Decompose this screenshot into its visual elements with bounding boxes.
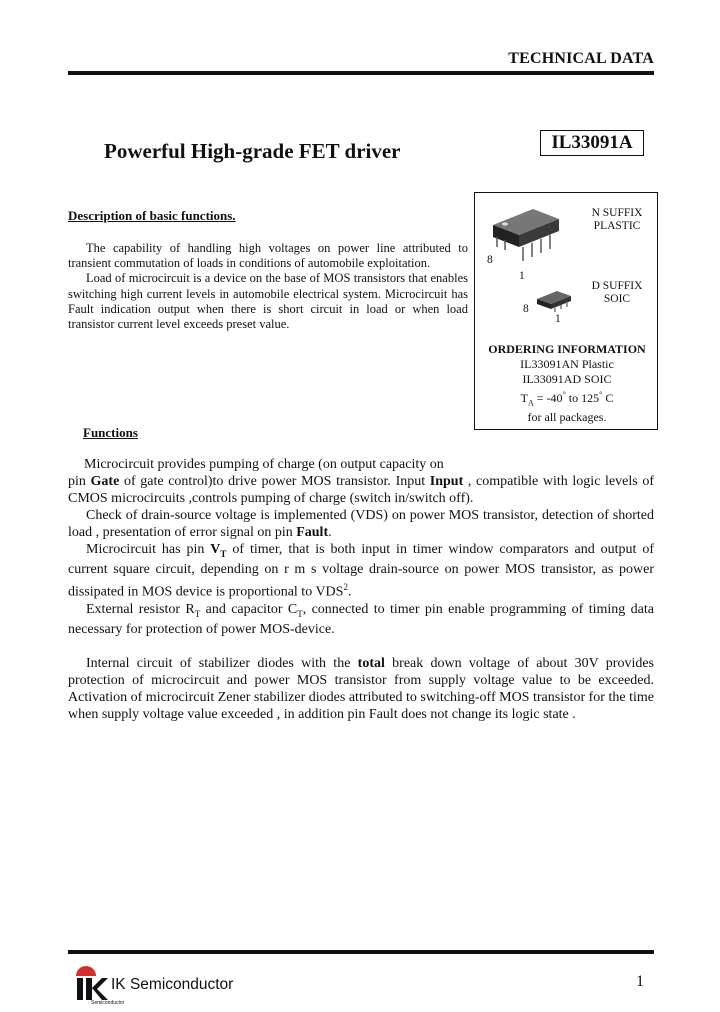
dip-pin8-label: 8: [487, 254, 493, 266]
functions-paragraph: Microcircuit provides pumping of charge (on output capacity on pin Gate of gate control)to drive power MOS transistor. Input Input , compatible with logic levels of CMOS microcircuits ,controls pumping of charge (switch in/switch off).: [68, 457, 655, 506]
page-number: 1: [636, 973, 644, 990]
functions-paragraph: External resistor $R_T$ and capacitor $C_T$, connected to timer pin enable programming of timing data necessary for protection of power MOS-device.: [68, 601, 654, 638]
n-suffix-label: N SUFFIX: [591, 207, 643, 219]
ordering-note: for all packages.: [527, 410, 607, 425]
header-title: TECHNICAL DATA: [508, 50, 654, 67]
ordering-part: IL33091AD: [522, 372, 582, 386]
ordering-package: SOIC: [584, 372, 612, 386]
description-paragraph: Load of microcircuit is a device on the base of MOS transistors that enables switching high current levels in automobile electrical system. Microcircuit has Fault indication output when there is short circuit in load or when load transistor current level exceeds preset value.: [68, 271, 468, 332]
description-heading: Description of basic functions.: [68, 208, 236, 223]
header-rule: [68, 71, 654, 75]
ordering-part: IL33091AN: [520, 357, 579, 371]
ordering-row: [482, 357, 652, 372]
d-package-type: SOIC: [603, 293, 631, 305]
part-number-box: IL33091A: [540, 130, 644, 156]
description-text: [68, 241, 468, 332]
ordering-row: [482, 372, 652, 387]
logo-caption: Semiconductor: [91, 1000, 125, 1006]
dip-package-icon: [485, 203, 567, 275]
functions-paragraph: Check of drain-source voltage is implemented (VDS) on power MOS transistor, detection of shorted load , presentation of error signal on pin Fault.: [68, 507, 654, 540]
document-title: Powerful High-grade FET driver: [104, 139, 401, 163]
soic-pin1-label: 1: [555, 313, 561, 325]
d-suffix-label: D SUFFIX: [591, 280, 643, 292]
footer-rule: [68, 950, 654, 954]
functions-paragraph: Microcircuit has pin $V_T$ of timer, that is both input in timer window comparators and output of current square circuit, depending on r m s voltage drain-source on power MOS transistor, as power dissipated in MOS device is proportional to VDS$^2$.: [68, 541, 654, 600]
description-paragraph: The capability of handling high voltages on power line attributed to transient commutation of loads in conditions of automobile exploitation.: [68, 241, 468, 271]
soic-package-icon: [533, 285, 575, 315]
functions-paragraph: Internal circuit of stabilizer diodes with the total break down voltage of about 30V provides protection of microcircuit and power MOS transistor from supply voltage value to be exceeded. Activation of microcircuit Zener stabilizer diodes attributed to switching-off MOS transistor for the time when supply voltage value exceeded , in addition pin Fault does not change its logic state .: [68, 656, 654, 723]
ordering-package: Plastic: [581, 357, 614, 371]
dip-pin1-label: 1: [519, 270, 525, 282]
temperature-range: $T_A = -40^\circ$ to 125° C: [520, 390, 614, 408]
ordering-information: [482, 342, 652, 425]
n-package-type: PLASTIC: [593, 220, 641, 232]
ordering-heading: ORDERING INFORMATION: [488, 342, 646, 356]
functions-heading: Functions: [83, 425, 138, 440]
company-name: IK Semiconductor: [111, 976, 234, 993]
ik-logo-icon: [74, 964, 108, 1002]
soic-pin8-label: 8: [523, 303, 529, 315]
functions-text: [68, 457, 654, 724]
